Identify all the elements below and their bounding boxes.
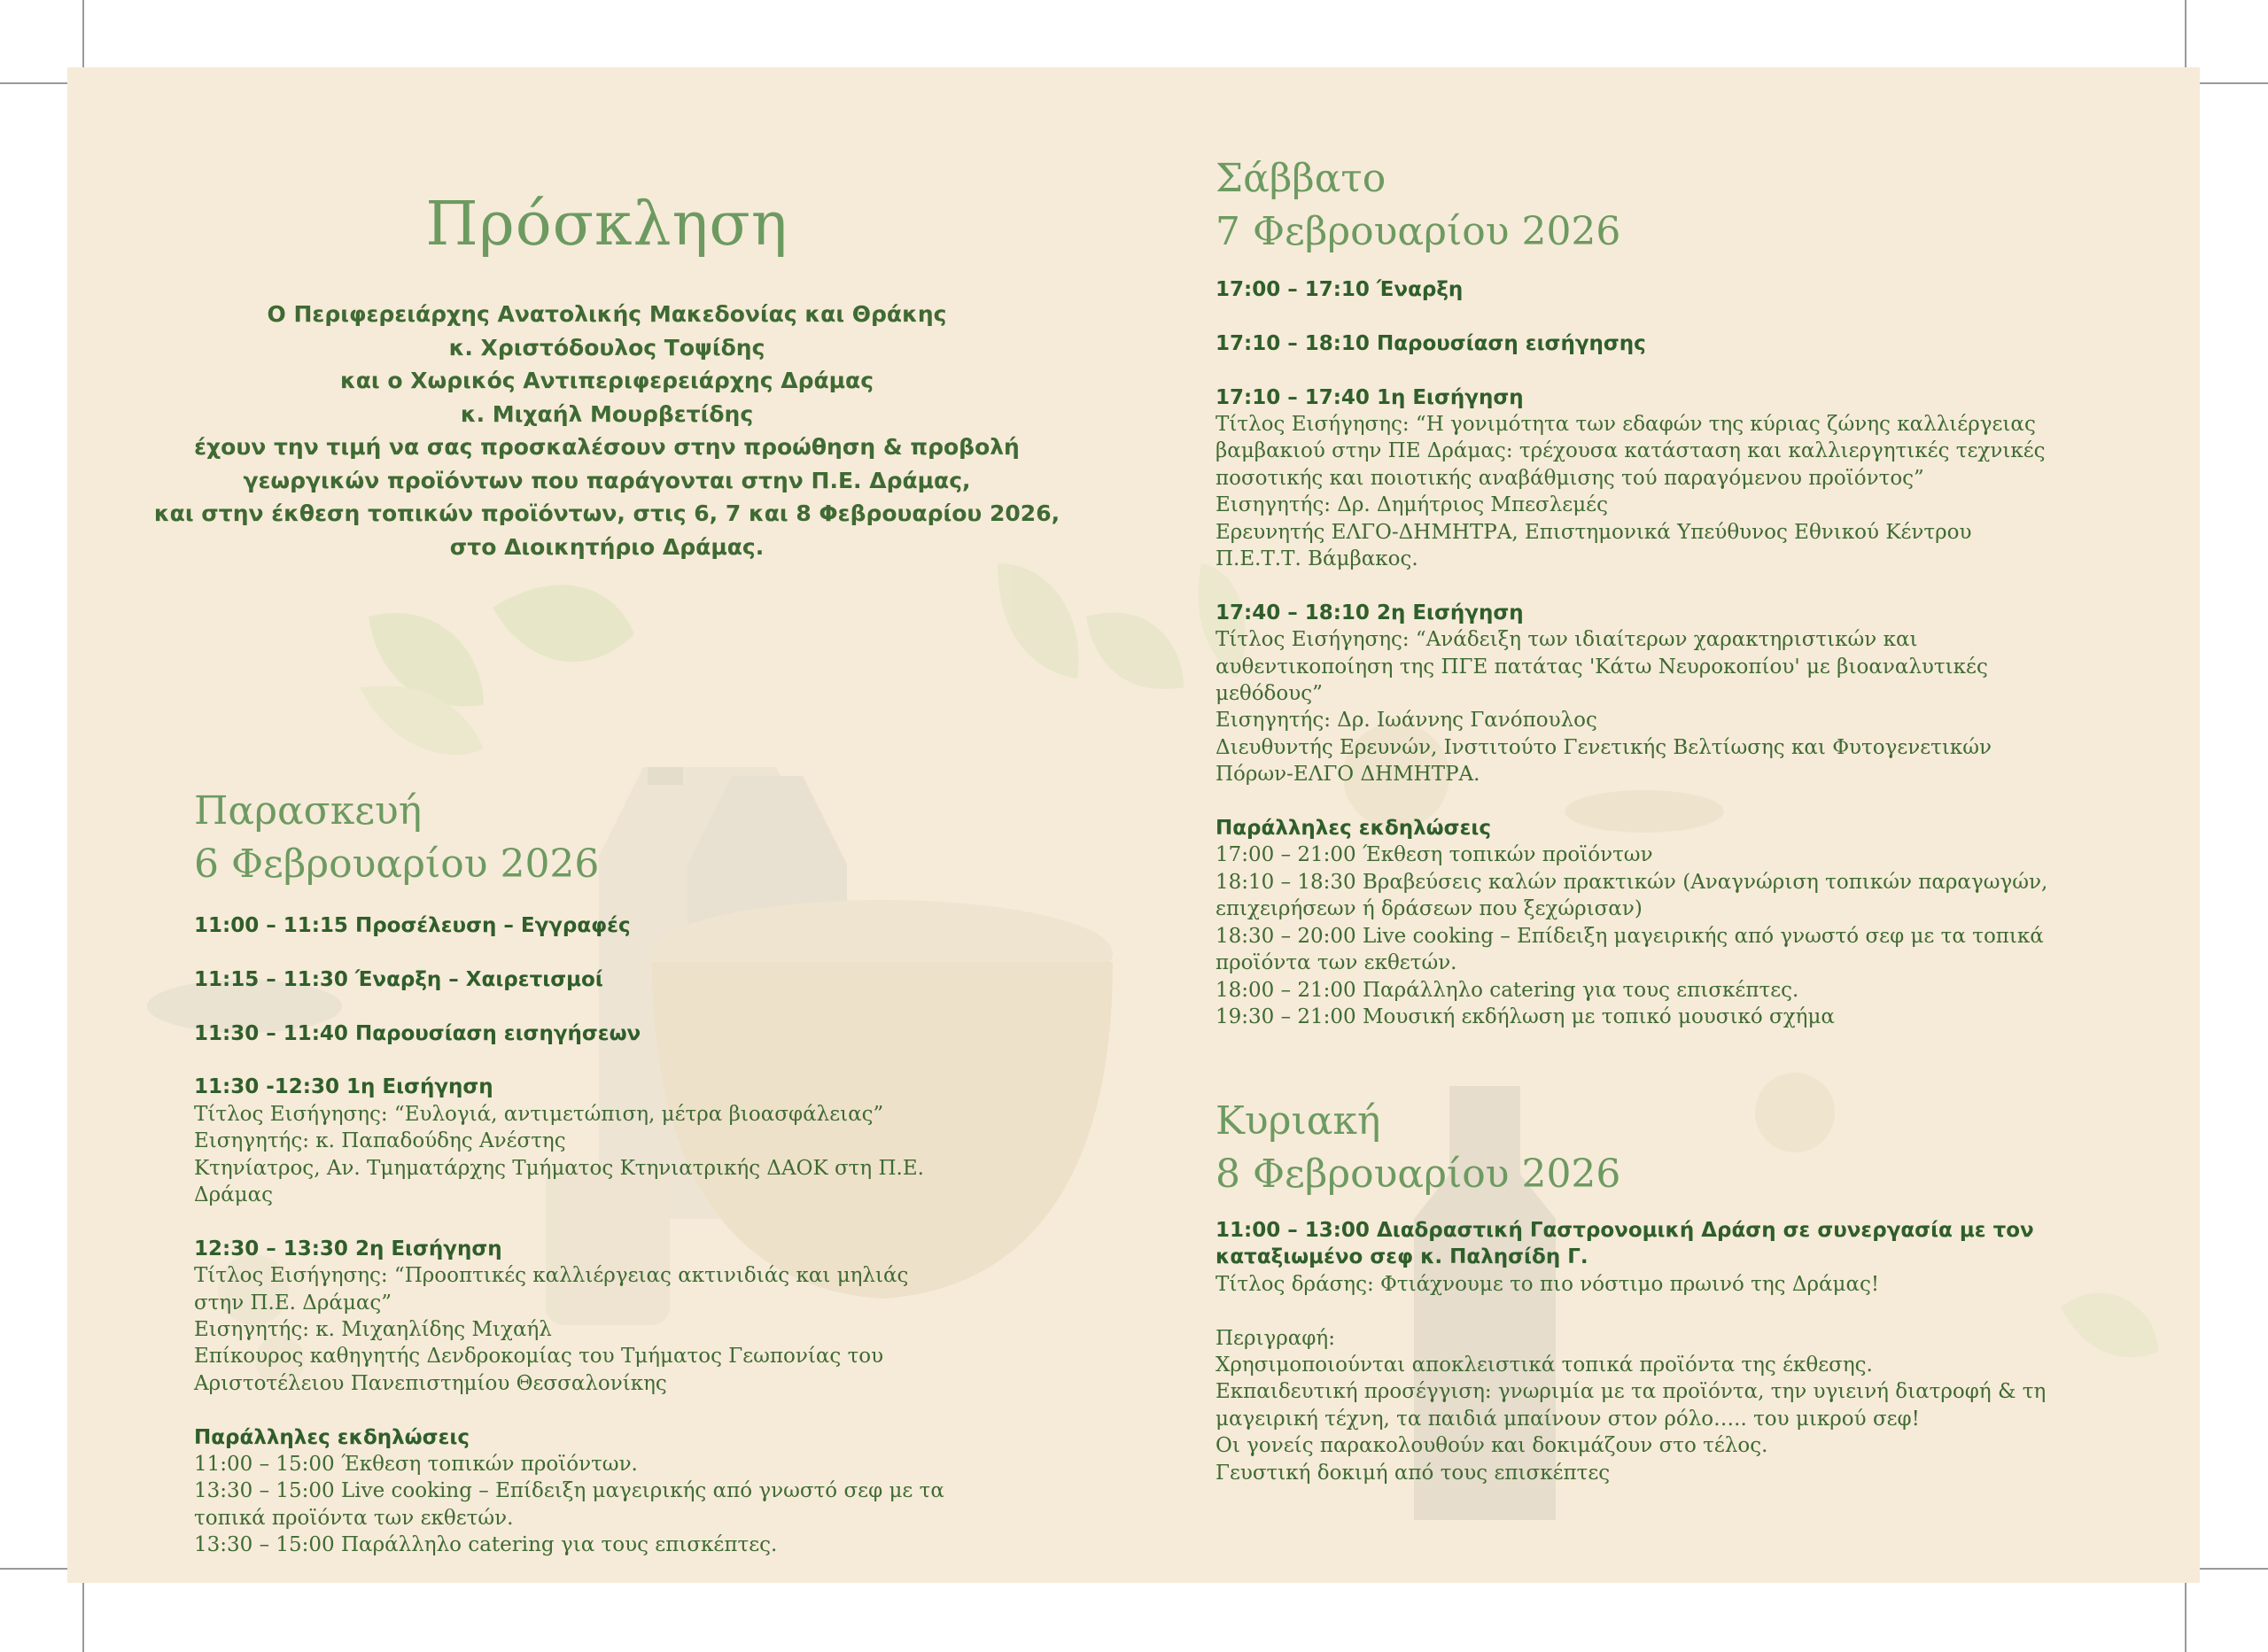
schedule-line: 18:00 – 21:00 Παράλληλο catering για τους επισκέπτες. bbox=[1216, 978, 1799, 1002]
sunday-schedule bbox=[1216, 1217, 2190, 1486]
schedule-line: Περιγραφή: bbox=[1216, 1326, 1335, 1350]
schedule-heading-line: 17:10 – 17:40 1η Εισήγηση bbox=[1216, 385, 1524, 409]
saturday-heading bbox=[1216, 152, 1620, 259]
crop-mark bbox=[2200, 82, 2268, 84]
schedule-heading-line: καταξιωμένο σεφ κ. Παλησίδη Γ. bbox=[1216, 1245, 1588, 1269]
schedule-line: 11:00 – 15:00 Έκθεση τοπικών προϊόντων. bbox=[194, 1453, 638, 1477]
schedule-line: Π.Ε.Τ.Τ. Βάμβακος. bbox=[1216, 547, 1418, 571]
spacer bbox=[1216, 1298, 2190, 1324]
day-date: 6 Φεβρουαρίου 2026 bbox=[194, 842, 600, 887]
invitation-line: έχουν την τιμή να σας προσκαλέσουν στην προώθηση & προβολή bbox=[194, 434, 1020, 460]
invitation-sheet bbox=[67, 67, 2200, 1583]
spacer bbox=[1216, 303, 2190, 330]
schedule-line: Κτηνίατρος, Αν. Τμηματάρχης Τμήματος Κτηνιατρικής ΔΑΟΚ στη Π.Ε. bbox=[194, 1156, 924, 1180]
schedule-line: Τίτλος Εισήγησης: “Η γονιμότητα των εδαφών της κύριας ζώνης καλλιέργειας bbox=[1216, 413, 2036, 436]
schedule-heading-line: 17:00 – 17:10 Έναρξη bbox=[1216, 278, 1464, 301]
schedule-heading-line: Παράλληλες εκδηλώσεις bbox=[194, 1425, 470, 1449]
spacer bbox=[194, 1208, 1169, 1235]
schedule-line: επιχειρήσεων ή δράσεων που ξεχώρισαν) bbox=[1216, 897, 1643, 921]
crop-mark bbox=[0, 82, 67, 84]
schedule-line: βαμβακιού στην ΠΕ Δράμας: τρέχουσα κατάσταση και καλλιεργητικές τεχνικές bbox=[1216, 439, 2046, 463]
crop-mark bbox=[2185, 0, 2186, 67]
crop-mark bbox=[0, 1568, 67, 1570]
day-name: Παρασκευή bbox=[194, 788, 423, 834]
schedule-heading-line: 11:30 – 11:40 Παρουσίαση εισηγήσεων bbox=[194, 1021, 641, 1045]
schedule-heading-line: 17:10 – 18:10 Παρουσίαση εισήγησης bbox=[1216, 331, 1646, 355]
schedule-line: Εισηγητής: Δρ. Ιωάννης Γανόπουλος bbox=[1216, 709, 1597, 733]
leaf-shape bbox=[1086, 612, 1184, 688]
schedule-line: αυθεντικοποίηση της ΠΓΕ πατάτας 'Κάτω Νευροκοπίου' με βιοαναλυτικές bbox=[1216, 655, 1988, 679]
day-date: 7 Φεβρουαρίου 2026 bbox=[1216, 209, 1621, 254]
schedule-line: Ερευνητής ΕΛΓΟ-ΔΗΜΗΤΡΑ, Επιστημονικά Υπεύθυνος Εθνικού Κέντρου bbox=[1216, 520, 1972, 544]
schedule-line: 19:30 – 21:00 Μουσική εκδήλωση με τοπικό μουσικό σχήμα bbox=[1216, 1004, 1835, 1028]
schedule-line: στην Π.Ε. Δράμας” bbox=[194, 1291, 392, 1315]
schedule-line: τοπικά προϊόντα των εκθετών. bbox=[194, 1506, 514, 1530]
sunday-heading bbox=[1216, 1095, 1620, 1201]
schedule-line: 18:10 – 18:30 Βραβεύσεις καλών πρακτικών (Αναγνώριση τοπικών παραγωγών, bbox=[1216, 870, 2048, 894]
spacer bbox=[194, 939, 1169, 966]
spacer bbox=[194, 1397, 1169, 1423]
schedule-heading-line: 12:30 – 13:30 2η Εισήγηση bbox=[194, 1237, 502, 1260]
schedule-heading-line: 11:00 – 13:00 Διαδραστική Γαστρονομική Δράση σε συνεργασία με τον bbox=[1216, 1219, 2034, 1242]
spacer bbox=[1216, 788, 2190, 815]
invitation-line: και στην έκθεση τοπικών προϊόντων, στις 6, 7 και 8 Φεβρουαρίου 2026, bbox=[153, 500, 1060, 526]
day-name: Κυριακή bbox=[1216, 1098, 1381, 1144]
schedule-line: Εισηγητής: Δρ. Δημήτριος Μπεσλεμές bbox=[1216, 493, 1608, 517]
schedule-heading-line: 11:30 -12:30 1η Εισήγηση bbox=[194, 1075, 493, 1099]
schedule-line: Τίτλος δράσης: Φτιάχνουμε το πιο νόστιμο πρωινό της Δράμας! bbox=[1216, 1272, 1880, 1296]
friday-heading bbox=[194, 785, 599, 891]
schedule-heading-line: 11:15 – 11:30 Έναρξη – Χαιρετισμοί bbox=[194, 967, 603, 991]
schedule-line: Χρησιμοποιούνται αποκλειστικά τοπικά προϊόντα της έκθεσης. bbox=[1216, 1353, 1873, 1377]
leaf-shape bbox=[493, 585, 634, 662]
fruit-shape bbox=[1755, 1073, 1835, 1152]
spacer bbox=[194, 993, 1169, 1020]
leaf-shape bbox=[998, 563, 1079, 679]
schedule-line: 13:30 – 15:00 Live cooking – Επίδειξη μαγειρικής από γνωστό σεφ με τα bbox=[194, 1479, 944, 1503]
invitation-title: Πρόσκληση bbox=[425, 190, 788, 260]
invitation-line: στο Διοικητήριο Δράμας. bbox=[449, 533, 765, 560]
schedule-line: Τίτλος Εισήγησης: “Ευλογιά, αντιμετώπιση, μέτρα βιοασφάλειας” bbox=[194, 1102, 884, 1126]
day-date: 8 Φεβρουαρίου 2026 bbox=[1216, 1152, 1621, 1197]
invitation-line: γεωργικών προϊόντων που παράγονται στην Π.Ε. Δράμας, bbox=[243, 467, 971, 493]
crop-mark bbox=[2185, 1583, 2186, 1652]
schedule-line: Εισηγητής: κ. Μιχαηλίδης Μιχαήλ bbox=[194, 1318, 552, 1342]
day-name: Σάββατο bbox=[1216, 156, 1386, 201]
schedule-line: Πόρων-ΕΛΓΟ ΔΗΜΗΤΡΑ. bbox=[1216, 763, 1480, 787]
schedule-line: Γευστική δοκιμή από τους επισκέπτες bbox=[1216, 1461, 1611, 1485]
invitation-line: και ο Χωρικός Αντιπεριφερειάρχης Δράμας bbox=[339, 368, 874, 393]
schedule-line: Οι γονείς παρακολουθούν και δοκιμάζουν στο τέλος. bbox=[1216, 1434, 1768, 1458]
schedule-line: Επίκουρος καθηγητής Δενδροκομίας του Τμήματος Γεωπονίας του bbox=[194, 1345, 884, 1369]
invitation-line: κ. Χριστόδουλος Τοψίδης bbox=[448, 334, 765, 361]
schedule-line: Εισηγητής: κ. Παπαδούδης Ανέστης bbox=[194, 1129, 566, 1153]
saturday-schedule bbox=[1216, 276, 2190, 1030]
schedule-line: Εκπαιδευτική προσέγγιση: γνωριμία με τα προϊόντα, την υγιεινή διατροφή & τη bbox=[1216, 1380, 2047, 1404]
schedule-line: 18:30 – 20:00 Live cooking – Επίδειξη μαγειρικής από γνωστό σεφ με τα τοπικά bbox=[1216, 924, 2044, 948]
schedule-heading-line: 17:40 – 18:10 2η Εισήγηση bbox=[1216, 601, 1524, 624]
crop-mark bbox=[2200, 1568, 2268, 1570]
carton-cap bbox=[648, 767, 683, 785]
friday-schedule bbox=[194, 912, 1169, 1559]
invitation-line: κ. Μιχαήλ Μουρβετίδης bbox=[460, 400, 754, 427]
crop-mark bbox=[82, 0, 84, 67]
spacer bbox=[194, 1047, 1169, 1074]
schedule-line: προϊόντα των εκθετών. bbox=[1216, 951, 1457, 975]
spacer bbox=[1216, 572, 2190, 599]
schedule-line: 17:00 – 21:00 Έκθεση τοπικών προϊόντων bbox=[1216, 843, 1653, 867]
schedule-line: μεθόδους” bbox=[1216, 682, 1323, 706]
schedule-heading-line: 11:00 – 11:15 Προσέλευση – Εγγραφές bbox=[194, 914, 631, 937]
spacer bbox=[1216, 357, 2190, 384]
schedule-line: Διευθυντής Ερευνών, Ινστιτούτο Γενετικής Βελτίωσης και Φυτογενετικών bbox=[1216, 735, 1992, 759]
schedule-line: Δράμας bbox=[194, 1183, 274, 1207]
schedule-line: ποσοτικής και ποιοτικής αναβάθμισης τού παραγόμενου προϊόντος” bbox=[1216, 466, 1924, 490]
schedule-line: Τίτλος Εισήγησης: “Ανάδειξη των ιδιαίτερων χαρακτηριστικών και bbox=[1216, 628, 1918, 652]
invitation-line: Ο Περιφερειάρχης Ανατολικής Μακεδονίας και Θράκης bbox=[267, 301, 947, 327]
schedule-line: Τίτλος Εισήγησης: “Προοπτικές καλλιέργειας ακτινιδιάς και μηλιάς bbox=[194, 1264, 909, 1288]
invitation-text bbox=[67, 298, 1146, 563]
schedule-line: Αριστοτέλειου Πανεπιστημίου Θεσσαλονίκης bbox=[194, 1371, 667, 1395]
schedule-line: 13:30 – 15:00 Παράλληλο catering για τους επισκέπτες. bbox=[194, 1533, 778, 1557]
schedule-line: μαγειρική τέχνη, τα παιδιά μπαίνουν στον ρόλο….. του μικρού σεφ! bbox=[1216, 1407, 1920, 1431]
schedule-heading-line: Παράλληλες εκδηλώσεις bbox=[1216, 817, 1491, 841]
crop-mark bbox=[82, 1583, 84, 1652]
